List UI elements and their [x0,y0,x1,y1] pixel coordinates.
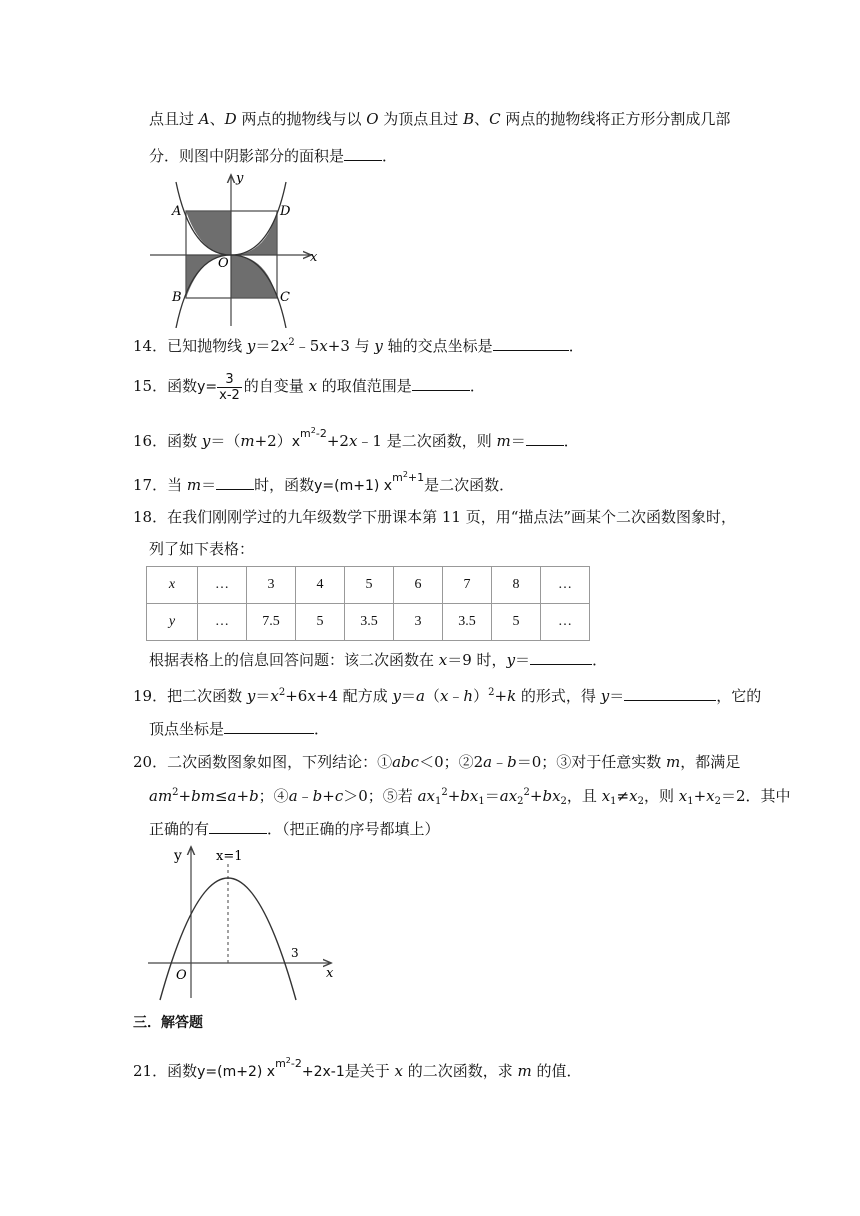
q13-line1: 点且过 A、D 两点的抛物线与以 O 为顶点且过 B、C 两点的抛物线将正方形分割成几部 [149,110,731,128]
value-table [146,566,590,641]
shaded-region-bottom-right [231,255,277,298]
table-cell: 3.5 [345,604,394,641]
label-A: A [172,204,182,219]
table-row-y [147,604,590,641]
label-B: B [172,290,182,305]
table-cell: 6 [394,567,443,604]
q18-line2: 列了如下表格： [149,540,255,558]
section-title: 三．解答题 [133,1015,203,1031]
q13-figure [146,170,322,328]
label-O: O [218,256,229,271]
q18-line1: 18．在我们刚刚学过的九年级数学下册课本第 11 页，用“描点法”画某个二次函数图象时， [133,508,737,526]
q19-line2: 顶点坐标是 ． [149,720,330,738]
q17: 17．当 m＝ 时，函数y=(m+1) $x^{m2+1}$是二次函数． [133,470,515,494]
table-cell: 4 [296,567,345,604]
q19-line1: 19．把二次函数 $y=x^2+6x+4$ 配方成 y＝a（x﹣h）$^2$+k 的形式，得 y＝ ，它的 [133,687,762,705]
table-cell: 3 [394,604,443,641]
label-y: y [236,171,244,186]
q14: 14．已知抛物线 $y=2x^2﹣5x+3$ 与 y 轴的交点坐标是 ． [133,337,584,355]
label-3: 3 [291,946,299,960]
q18-after: 根据表格上的信息回答问题：该二次函数在 x＝9 时，y＝ ． [149,651,608,669]
table-cell: 7 [443,567,492,604]
table-cell: … [198,604,247,641]
table-row-x [147,567,590,604]
label-O: O [176,968,187,983]
table-cell: 5 [492,604,541,641]
table-cell: 3 [247,567,296,604]
label-D: D [280,204,291,219]
q20-line1: 20．二次函数图象如图，下列结论：①abc＜0；②2a﹣b＝0；③对于任意实数 m，都满足 [133,753,741,771]
table-cell: y [147,604,198,641]
table-cell: 5 [296,604,345,641]
table-cell: 5 [345,567,394,604]
q20-line2: $am^2+bm\le a+b$；④a﹣b+c＞0；⑤若 $ax_1^2+bx_1=ax_2^2+bx_2$，且 $x_1\ne x_2$，则 $x_1+x_2=2$．其中 [149,787,791,807]
label-y: y [174,848,182,864]
q21: 21．函数y=(m+2) $x^{m2-2}+2x-1$是关于 x 的二次函数，求 m 的值． [133,1056,582,1080]
q16: 16．函数 $y=(m+2)x^{m2-2}+2x﹣1$ 是二次函数，则 m＝ ． [133,426,579,450]
q20-line3: 正确的有 ．（把正确的序号都填上） [149,820,440,838]
label-x: x [310,250,318,265]
table-cell: x [147,567,198,604]
table-cell: 7.5 [247,604,296,641]
table-cell: 3.5 [443,604,492,641]
table-cell: … [198,567,247,604]
table-cell: … [541,604,590,641]
label-C: C [280,290,290,305]
q15: 15．函数y= $\frac{3}{x-2}$ 的自变量 x 的取值范围是 ． [133,371,485,403]
fraction: $\frac{3}{x-2}$ [219,371,240,403]
table-cell: … [541,567,590,604]
label-x: x [326,966,334,981]
q13-line2: 分．则图中阴影部分的面积是 ． [149,147,398,165]
table-cell: 8 [492,567,541,604]
label-axis: x=1 [216,849,243,864]
q20-figure [146,842,336,1002]
